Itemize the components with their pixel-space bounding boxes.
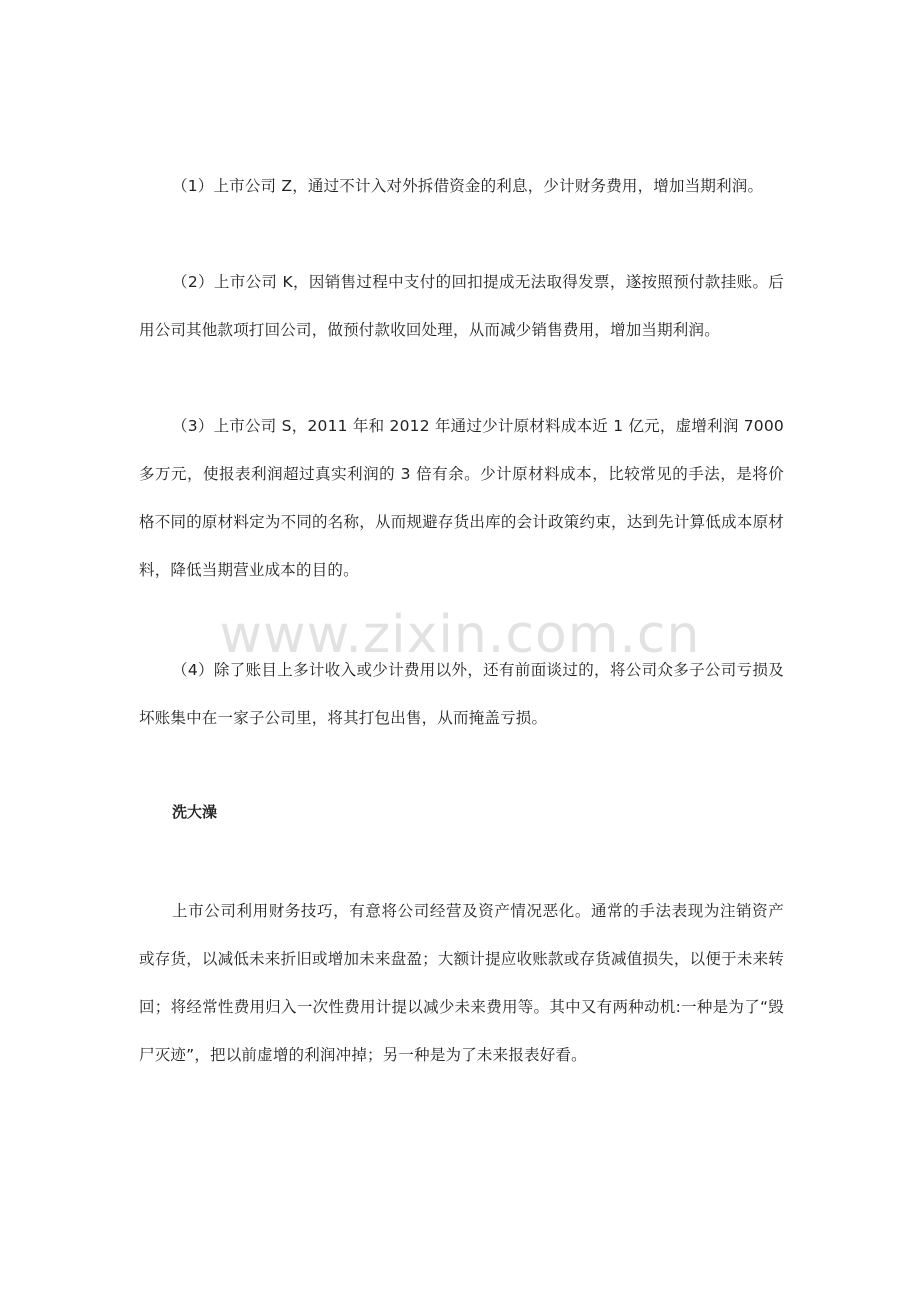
paragraph-case-k: （2）上市公司 K，因销售过程中支付的回扣提成无法取得发票，遂按照预付款挂账。后用公司其他款项打回公司，做预付款收回处理，从而减少销售费用，增加当期利润。 [139, 273, 784, 339]
section-heading: 洗大澡 [172, 803, 218, 821]
watermark-text: www.zixin.com.cn [219, 605, 701, 665]
paragraph-case-z: （1）上市公司 Z，通过不计入对外拆借资金的利息，少计财务费用，增加当期利润。 [172, 177, 764, 195]
paragraph-closing: 上市公司利用财务技巧，有意将公司经营及资产情况恶化。通常的手法表现为注销资产或存货，以减低未来折旧或增加未来盘盈；大额计提应收账款或存货减值损失，以便于未来转回；将经常性费用归入一次性费用计提以减少未来费用等。其中又有两种动机:一种是为了“毁尸灭迹”，把以前虚增的利润冲掉；另一种是为了未来报表好看。 [139, 902, 784, 1064]
paragraph-case-s: （3）上市公司 S，2011 年和 2012 年通过少计原材料成本近 1 亿元，虚增利润 7000 多万元，使报表利润超过真实利润的 3 倍有余。少计原材料成本，比较常见的手法，是将价格不同的原材料定为不同的名称，从而规避存货出库的会计政策约束，达到先计算低成本原材料，降低当期营业成本的目的。 [139, 417, 784, 579]
paragraph-case-4: （4）除了账目上多计收入或少计费用以外，还有前面谈过的，将公司众多子公司亏损及坏账集中在一家子公司里，将其打包出售，从而掩盖亏损。 [139, 661, 784, 727]
